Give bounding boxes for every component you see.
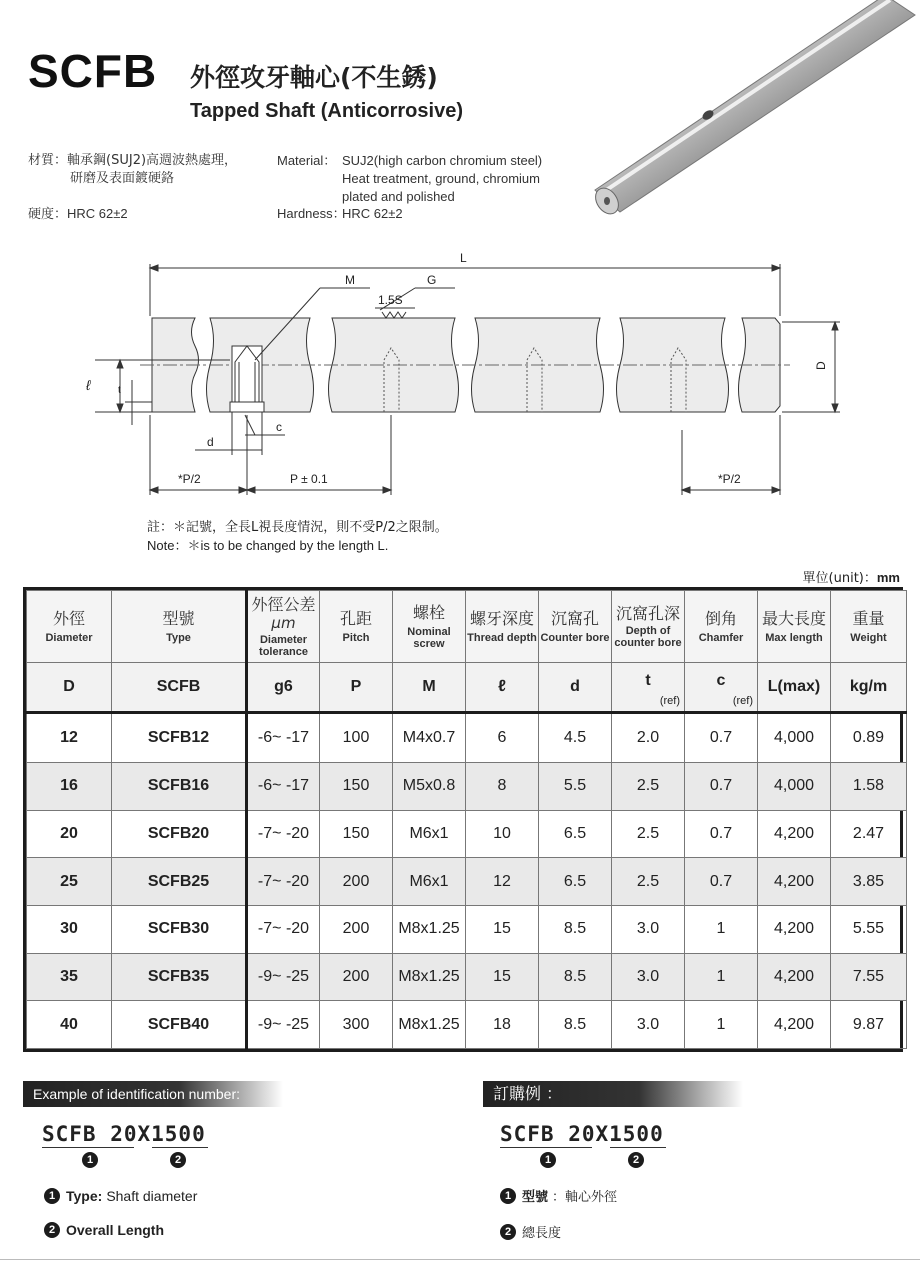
table-cell: M6x1	[393, 810, 466, 858]
marker-2-zh: 2	[628, 1152, 644, 1168]
dim-t: t	[118, 385, 121, 396]
table-row	[27, 858, 907, 906]
col-max-length: 最大長度 Max length	[758, 591, 831, 663]
dim-pitch: P ± 0.1	[290, 472, 328, 486]
table-cell: -7~ -20	[247, 906, 320, 954]
table-cell: 3.0	[612, 906, 685, 954]
table-cell: 3.85	[831, 858, 907, 906]
table-row	[27, 763, 907, 811]
table-cell: 8.5	[539, 906, 612, 954]
material-zh: 材質：軸承鋼(SUJ2)高週波熱處理， 研磨及表面鍍硬鉻	[28, 153, 238, 186]
table-cell: SCFB30	[112, 906, 247, 954]
marker-1-en: 1	[82, 1152, 98, 1168]
symbol-M: M	[393, 663, 466, 713]
table-cell: 150	[320, 763, 393, 811]
table-cell: M4x0.7	[393, 713, 466, 763]
table-cell: M8x1.25	[393, 906, 466, 954]
table-cell: -7~ -20	[247, 858, 320, 906]
symbol-Lmax: L(max)	[758, 663, 831, 713]
table-cell: 25	[27, 858, 112, 906]
table-cell: 20	[27, 810, 112, 858]
symbol-t: t (ref)	[612, 663, 685, 713]
table-cell: 4,000	[758, 763, 831, 811]
table-cell: 16	[27, 763, 112, 811]
legend-length-en: 2 Overall Length	[44, 1222, 168, 1238]
col-weight: 重量 Weight	[831, 591, 907, 663]
table-cell: M8x1.25	[393, 953, 466, 1001]
table-cell: 40	[27, 1001, 112, 1049]
technical-drawing	[70, 250, 828, 510]
dim-G: G	[427, 273, 437, 287]
title-english: Tapped Shaft (Anticorrosive)	[190, 100, 463, 122]
table-cell: 200	[320, 906, 393, 954]
hardness-en: Hardness：HRC 62±2	[277, 206, 403, 221]
table-row	[27, 953, 907, 1001]
table-cell: 4,200	[758, 1001, 831, 1049]
product-code: SCFB	[28, 45, 158, 97]
table-cell: 150	[320, 810, 393, 858]
table-cell: 4,200	[758, 858, 831, 906]
table-cell: 4,200	[758, 906, 831, 954]
order-code-zh: SCFB 20X1500	[500, 1122, 664, 1146]
table-cell: 4.5	[539, 713, 612, 763]
col-thread-depth: 螺牙深度 Thread depth	[466, 591, 539, 663]
legend-type-zh: 1 型號 ：軸心外徑	[500, 1186, 617, 1205]
legend-type-en: 1 Type: Shaft diameter	[44, 1188, 197, 1204]
table-cell: 1	[685, 953, 758, 1001]
symbol-d: d	[539, 663, 612, 713]
col-type: 型號 Type	[112, 591, 247, 663]
unit-label: 單位(unit)：mm	[802, 570, 900, 586]
table-cell: 0.89	[831, 713, 907, 763]
symbol-kgm: kg/m	[831, 663, 907, 713]
table-row	[27, 906, 907, 954]
table-cell: 0.7	[685, 810, 758, 858]
table-cell: SCFB35	[112, 953, 247, 1001]
table-cell: -9~ -25	[247, 1001, 320, 1049]
table-cell: 15	[466, 953, 539, 1001]
table-cell: 0.7	[685, 713, 758, 763]
symbol-D: D	[27, 663, 112, 713]
table-cell: 0.7	[685, 858, 758, 906]
col-counter-bore: 沉窩孔 Counter bore	[539, 591, 612, 663]
dim-c: c	[276, 420, 282, 434]
order-banner-zh: 訂購例 ：	[483, 1081, 743, 1107]
table-cell: M8x1.25	[393, 1001, 466, 1049]
dim-L: L	[460, 251, 467, 265]
dim-D: D	[814, 361, 828, 370]
marker-2-en: 2	[170, 1152, 186, 1168]
table-cell: 5.5	[539, 763, 612, 811]
table-cell: 6.5	[539, 810, 612, 858]
marker-1-zh: 1	[540, 1152, 556, 1168]
order-banner-en: Example of identification number:	[23, 1081, 283, 1107]
dim-half-pitch-right: *P/2	[718, 472, 741, 486]
table-cell: 4,200	[758, 810, 831, 858]
table-cell: 8	[466, 763, 539, 811]
table-row	[27, 713, 907, 763]
table-cell: 8.5	[539, 1001, 612, 1049]
col-chamfer: 倒角 Chamfer	[685, 591, 758, 663]
underline-type-en	[42, 1147, 134, 1148]
dim-M: M	[345, 273, 355, 287]
hardness-zh: 硬度：HRC 62±2	[28, 206, 128, 222]
table-cell: 3.0	[612, 1001, 685, 1049]
table-cell: 2.0	[612, 713, 685, 763]
table-cell: -9~ -25	[247, 953, 320, 1001]
table-cell: M6x1	[393, 858, 466, 906]
table-cell: 4,200	[758, 953, 831, 1001]
title-chinese: 外徑攻牙軸心(不生銹)	[190, 63, 438, 92]
table-cell: 200	[320, 953, 393, 1001]
table-cell: 10	[466, 810, 539, 858]
table-cell: 2.47	[831, 810, 907, 858]
table-cell: -6~ -17	[247, 763, 320, 811]
table-cell: 200	[320, 858, 393, 906]
dim-d: d	[207, 435, 214, 449]
page-bottom-rule	[0, 1259, 920, 1260]
table-cell: 12	[27, 713, 112, 763]
table-cell: 5.55	[831, 906, 907, 954]
table-cell: 30	[27, 906, 112, 954]
table-cell: 0.7	[685, 763, 758, 811]
symbol-g6: g6	[247, 663, 320, 713]
surface-mark: 1.5S	[378, 293, 403, 307]
table-cell: 1.58	[831, 763, 907, 811]
table-cell: -6~ -17	[247, 713, 320, 763]
table-cell: 15	[466, 906, 539, 954]
header-row-symbols	[27, 663, 907, 713]
col-screw: 螺栓 Nominal screw	[393, 591, 466, 663]
table-cell: 35	[27, 953, 112, 1001]
table-cell: SCFB25	[112, 858, 247, 906]
order-code-en: SCFB 20X1500	[42, 1122, 206, 1146]
table-cell: 9.87	[831, 1001, 907, 1049]
table-cell: 8.5	[539, 953, 612, 1001]
table-cell: SCFB12	[112, 713, 247, 763]
table-cell: 2.5	[612, 810, 685, 858]
header-row-names	[27, 591, 907, 663]
shaft-photo	[590, 0, 920, 230]
col-tolerance: 外徑公差 μm Diameter tolerance	[247, 591, 320, 663]
note-english: Note：＊is to be changed by the length L.	[147, 538, 389, 553]
table-cell: 2.5	[612, 763, 685, 811]
legend-length-zh: 2 總長度	[500, 1222, 561, 1241]
table-cell: 300	[320, 1001, 393, 1049]
table-row	[27, 810, 907, 858]
table-cell: M5x0.8	[393, 763, 466, 811]
dim-half-pitch-left: *P/2	[178, 472, 201, 486]
table-cell: SCFB16	[112, 763, 247, 811]
symbol-P: P	[320, 663, 393, 713]
underline-length-zh	[610, 1147, 666, 1148]
table-cell: 12	[466, 858, 539, 906]
table-cell: 2.5	[612, 858, 685, 906]
table-row	[27, 1001, 907, 1049]
table-cell: 4,000	[758, 713, 831, 763]
table-cell: 100	[320, 713, 393, 763]
table-cell: -7~ -20	[247, 810, 320, 858]
symbol-SCFB: SCFB	[112, 663, 247, 713]
table-cell: 3.0	[612, 953, 685, 1001]
table-cell: 1	[685, 1001, 758, 1049]
col-counter-bore-depth: 沉窩孔深 Depth of counter bore	[612, 591, 685, 663]
underline-length-en	[152, 1147, 208, 1148]
dim-l: ℓ	[86, 377, 91, 393]
col-diameter: 外徑 Diameter	[27, 591, 112, 663]
note-chinese: 註：＊記號，全長L視長度情況，則不受P/2之限制。	[147, 520, 448, 535]
col-pitch: 孔距 Pitch	[320, 591, 393, 663]
symbol-c: c (ref)	[685, 663, 758, 713]
table-cell: 6.5	[539, 858, 612, 906]
underline-type-zh	[500, 1147, 592, 1148]
spec-table	[23, 587, 903, 1052]
material-en: Material： SUJ2(high carbon chromium steel) Heat treatment, ground, chromium plated and polished	[277, 153, 543, 204]
table-cell: SCFB20	[112, 810, 247, 858]
table-cell: 6	[466, 713, 539, 763]
table-cell: 1	[685, 906, 758, 954]
table-cell: 7.55	[831, 953, 907, 1001]
table-cell: 18	[466, 1001, 539, 1049]
table-cell: SCFB40	[112, 1001, 247, 1049]
symbol-l: ℓ	[466, 663, 539, 713]
